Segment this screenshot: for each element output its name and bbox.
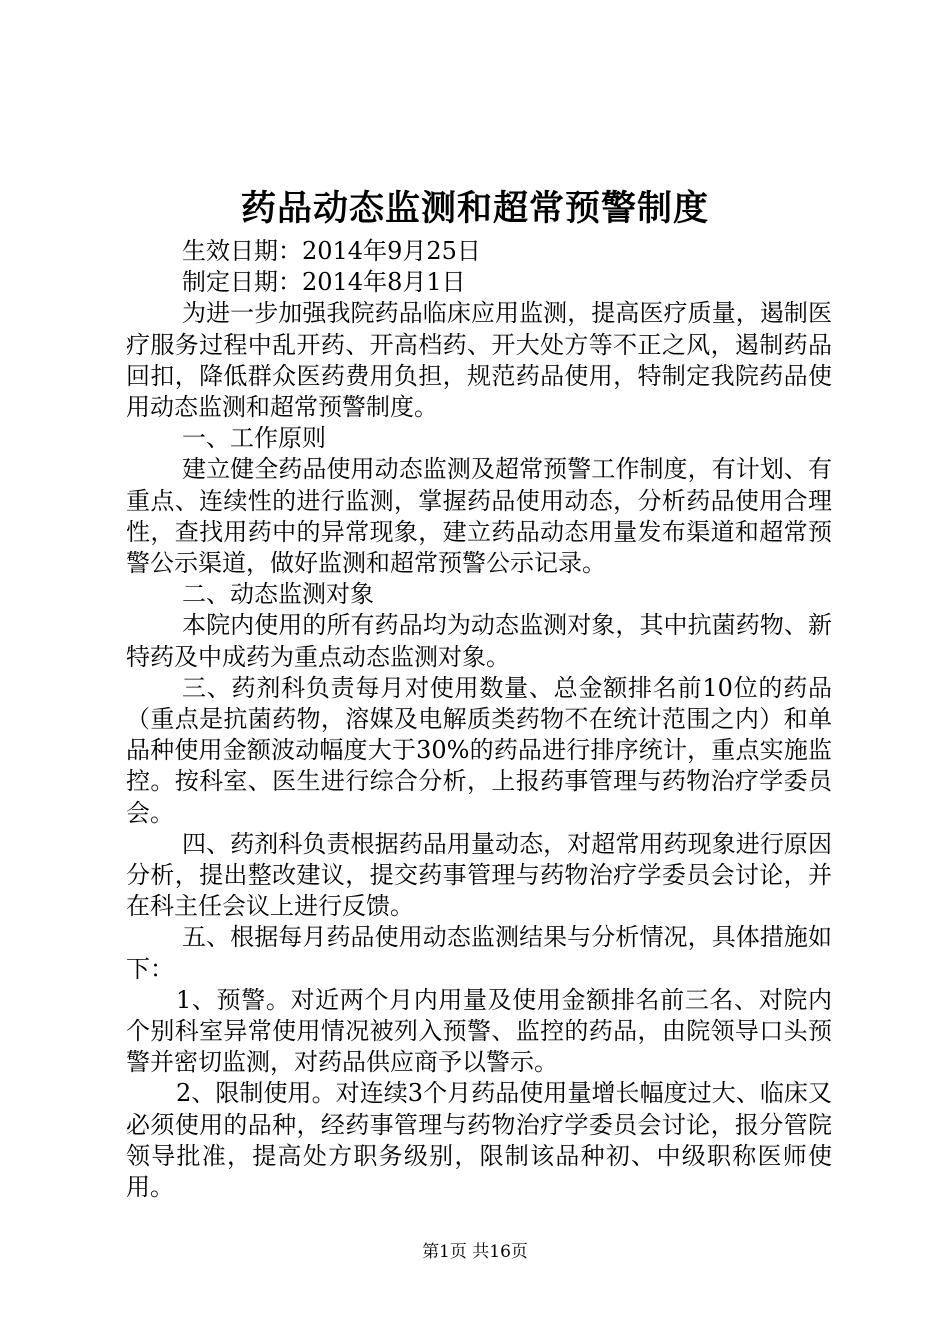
section-three-paragraph: 三、药剂科负责每月对使用数量、总金额排名前10位的药品（重点是抗菌药物，溶媒及电解质类药物不在统计范围之内）和单品种使用金额波动幅度大于30%的药品进行排序统计，重点实施监控。按科室、医生进行综合分析，上报药事管理与药物治疗学委员会。: [126, 673, 832, 827]
effective-date: 生效日期：2014年9月25日: [182, 237, 481, 265]
measure-restriction-paragraph: 2、限制使用。对连续3个月药品使用量增长幅度过大、临床又必须使用的品种，经药事管理与药物治疗学委员会讨论，报分管院领导批准，提高处方职务级别，限制该品种初、中级职称医师使用。: [126, 1079, 832, 1202]
section-four-paragraph: 四、药剂科负责根据药品用量动态，对超常用药现象进行原因分析，提出整改建议，提交药事管理与药物治疗学委员会讨论，并在科主任会议上进行反馈。: [126, 829, 832, 921]
made-date: 制定日期：2014年8月1日: [182, 268, 466, 297]
intro-paragraph: 为进一步加强我院药品临床应用监测，提高医疗质量，遏制医疗服务过程中乱开药、开高档药、开大处方等不正之风，遏制药品回扣，降低群众医药费用负担，规范药品使用，特制定我院药品使用动态监测和超常预警制度。: [126, 299, 832, 422]
section-heading-targets: 二、动态监测对象: [182, 580, 374, 609]
targets-paragraph: 本院内使用的所有药品均为动态监测对象，其中抗菌药物、新特药及中成药为重点动态监测对象。: [126, 611, 832, 671]
document-title: 药品动态监测和超常预警制度: [240, 189, 709, 229]
page-footer: 第1页 共16页: [422, 1242, 528, 1262]
section-five-paragraph: 五、根据每月药品使用动态监测结果与分析情况，具体措施如下：: [126, 923, 832, 983]
document-body: [126, 236, 832, 1203]
measure-warning-paragraph: 1、预警。对近两个月内用量及使用金额排名前三名、对院内个别科室异常使用情况被列入预警、监控的药品，由院领导口头预警并密切监测，对药品供应商予以警示。: [126, 985, 832, 1077]
section-heading-principles: 一、工作原则: [182, 424, 326, 453]
principles-paragraph: 建立健全药品使用动态监测及超常预警工作制度，有计划、有重点、连续性的进行监测，掌握药品使用动态，分析药品使用合理性，查找用药中的异常现象，建立药品动态用量发布渠道和超常预警公示渠道，做好监测和超常预警公示记录。: [126, 455, 832, 578]
